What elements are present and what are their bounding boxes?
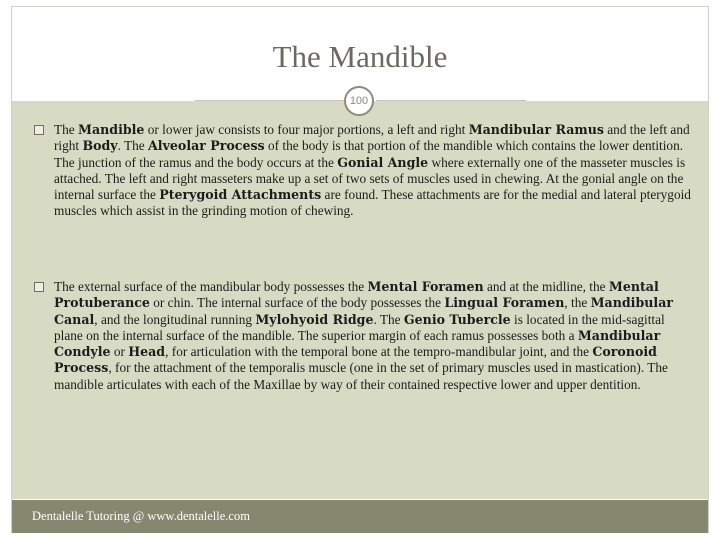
bold-term: Mandibular Condyle — [54, 327, 661, 360]
bullet-paragraph-2 — [34, 279, 694, 393]
text-run: . The — [373, 311, 404, 327]
text-run: The — [54, 122, 78, 137]
text-run: and at the midline, the — [483, 279, 609, 294]
bold-term: Mylohyoid Ridge — [255, 311, 374, 327]
text-run: , for the attachment of the temporalis muscle (one in the set of primary muscles used in mastication). The mandible articulates with each of the Maxillae by way of their contained respective lower and upper dentition. — [54, 360, 668, 392]
bold-term: Pterygoid Attachments — [159, 187, 322, 203]
text-run: or lower jaw consists to four major portions, a left and right — [144, 122, 469, 137]
slide-number-badge: 100 — [344, 86, 374, 116]
bold-term: Lingual Foramen — [444, 295, 565, 311]
text-run: , and the longitudinal running — [94, 311, 256, 327]
bullet-box-icon — [34, 282, 44, 292]
text-run: are found. These attachments are for the medial and lateral pterygoid muscles which assist in the grinding motion of chewing. — [54, 187, 691, 219]
bold-term: Mental Protuberance — [54, 279, 659, 311]
bullet-text — [54, 279, 694, 393]
bold-term: Genio Tubercle — [403, 311, 511, 327]
bold-term: Mental Foramen — [367, 279, 484, 294]
bullet-paragraph-1 — [34, 122, 694, 220]
text-run: is located in the mid-sagittal plane on the internal surface of the mandible. The superior margin of each ramus possesses both a — [54, 311, 665, 343]
bold-term: Coronoid Process — [54, 344, 657, 376]
bullet-box-icon — [34, 125, 44, 135]
bold-term: Mandibular Canal — [54, 295, 673, 327]
text-run: or — [110, 344, 129, 360]
text-run: . The — [117, 138, 149, 154]
bold-term: Body — [82, 138, 118, 154]
text-run: , the — [564, 295, 591, 311]
text-run: , for articulation with the temporal bone at the tempro-mandibular joint, and the — [165, 344, 593, 360]
footer-text: Dentalelle Tutoring @ www.dentalelle.com — [32, 509, 250, 523]
bold-term: Mandibular Ramus — [468, 122, 604, 137]
slide-header — [12, 7, 708, 95]
text-run: where externally one of the masseter muscles is attached. The left and right masseters make up a set of two sets of muscles used in chewing. At the gonial angle on the internal surface the — [54, 154, 686, 203]
slide-title: The Mandible — [272, 39, 448, 74]
bold-term: Mandible — [78, 122, 145, 137]
text-run: or chin. The internal surface of the body possesses the — [149, 295, 445, 311]
text-run: of the body is that portion of the mandible which contains the lower dentition. The junction of the ramus and the body occurs at the — [54, 138, 684, 170]
text-run: The external surface of the mandibular body possesses the — [54, 279, 368, 294]
bullet-text — [54, 122, 694, 220]
bold-term: Gonial Angle — [337, 154, 429, 170]
slide-content — [12, 101, 708, 499]
bold-term: Alveolar Process — [148, 138, 265, 154]
bold-term: Head — [128, 344, 166, 360]
text-run: and the left and right — [54, 122, 690, 154]
slide-footer — [12, 500, 708, 533]
